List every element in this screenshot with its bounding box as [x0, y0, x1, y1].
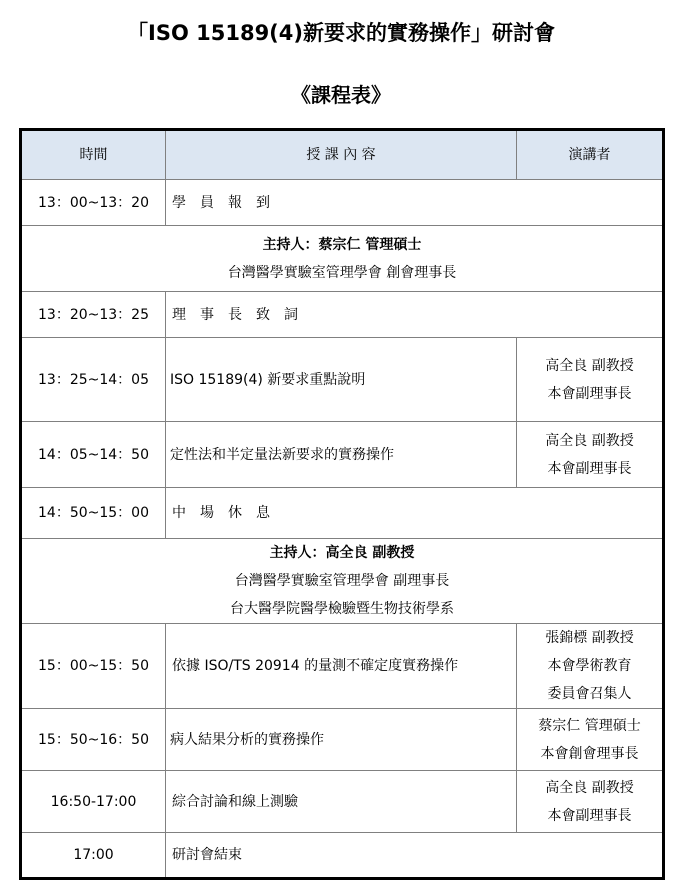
time-cell: 15：00~15：50 — [21, 624, 166, 709]
topic-cell: 依據 ISO/TS 20914 的量測不確定度實務操作 — [166, 624, 517, 709]
host-name: 主持人：蔡宗仁 管理碩士 — [262, 236, 422, 253]
topic-cell: 學 員 報 到 — [166, 180, 664, 226]
page-subtitle: 《課程表》 — [291, 83, 391, 107]
speaker-title: 本會學術教育 — [547, 658, 632, 674]
host-cell — [21, 226, 664, 292]
host-row — [21, 226, 664, 292]
table-row — [21, 422, 664, 488]
time-cell: 17:00 — [21, 833, 166, 879]
speaker-name: 張錦標 副教授 — [545, 630, 634, 646]
speaker-title: 本會副理事長 — [547, 807, 632, 824]
topic-cell: 理 事 長 致 詞 — [166, 292, 664, 338]
speaker-title: 委員會召集人 — [547, 686, 632, 702]
speaker-cell — [517, 422, 664, 488]
host-affiliation: 台大醫學院醫學檢驗暨生物技術學系 — [230, 601, 454, 617]
topic-cell: 綜合討論和線上測驗 — [166, 771, 517, 833]
header-speaker: 演講者 — [517, 130, 664, 180]
host-title: 台灣醫學實驗室管理學會 副理事長 — [234, 573, 450, 589]
topic-cell: ISO 15189(4) 新要求重點說明 — [166, 338, 517, 422]
host-title: 台灣醫學實驗室管理學會 創會理事長 — [227, 264, 457, 281]
host-row — [21, 539, 664, 624]
table-row — [21, 771, 664, 833]
speaker-name: 高全良 副教授 — [545, 357, 634, 374]
header-row — [21, 130, 664, 180]
host-cell — [21, 539, 664, 624]
host-name: 主持人：高全良 副教授 — [269, 545, 415, 561]
time-cell: 15：50~16：50 — [21, 709, 166, 771]
speaker-cell — [517, 624, 664, 709]
speaker-cell — [517, 771, 664, 833]
topic-cell: 病人結果分析的實務操作 — [166, 709, 517, 771]
schedule-table — [19, 128, 665, 880]
table-row — [21, 833, 664, 879]
time-cell: 13：00~13：20 — [21, 180, 166, 226]
table-row — [21, 488, 664, 539]
time-cell: 13：20~13：25 — [21, 292, 166, 338]
topic-cell: 定性法和半定量法新要求的實務操作 — [166, 422, 517, 488]
topic-cell: 研討會結束 — [166, 833, 664, 879]
speaker-title: 本會副理事長 — [547, 460, 632, 477]
topic-cell: 中 場 休 息 — [166, 488, 664, 539]
time-cell: 14：05~14：50 — [21, 422, 166, 488]
table-row — [21, 709, 664, 771]
speaker-name: 高全良 副教授 — [545, 779, 634, 796]
time-cell: 16:50-17:00 — [21, 771, 166, 833]
time-cell: 13：25~14：05 — [21, 338, 166, 422]
speaker-name: 高全良 副教授 — [545, 432, 634, 449]
speaker-name: 蔡宗仁 管理碩士 — [538, 717, 641, 734]
table-row — [21, 624, 664, 709]
header-time: 時間 — [21, 130, 166, 180]
speaker-title: 本會副理事長 — [547, 385, 632, 402]
speaker-cell — [517, 709, 664, 771]
header-topic: 授 課 內 容 — [166, 130, 517, 180]
table-row — [21, 292, 664, 338]
table-row — [21, 338, 664, 422]
speaker-title: 本會創會理事長 — [540, 745, 639, 762]
table-row — [21, 180, 664, 226]
page-title: 「ISO 15189(4)新要求的實務操作」研討會 — [127, 21, 555, 45]
speaker-cell — [517, 338, 664, 422]
time-cell: 14：50~15：00 — [21, 488, 166, 539]
